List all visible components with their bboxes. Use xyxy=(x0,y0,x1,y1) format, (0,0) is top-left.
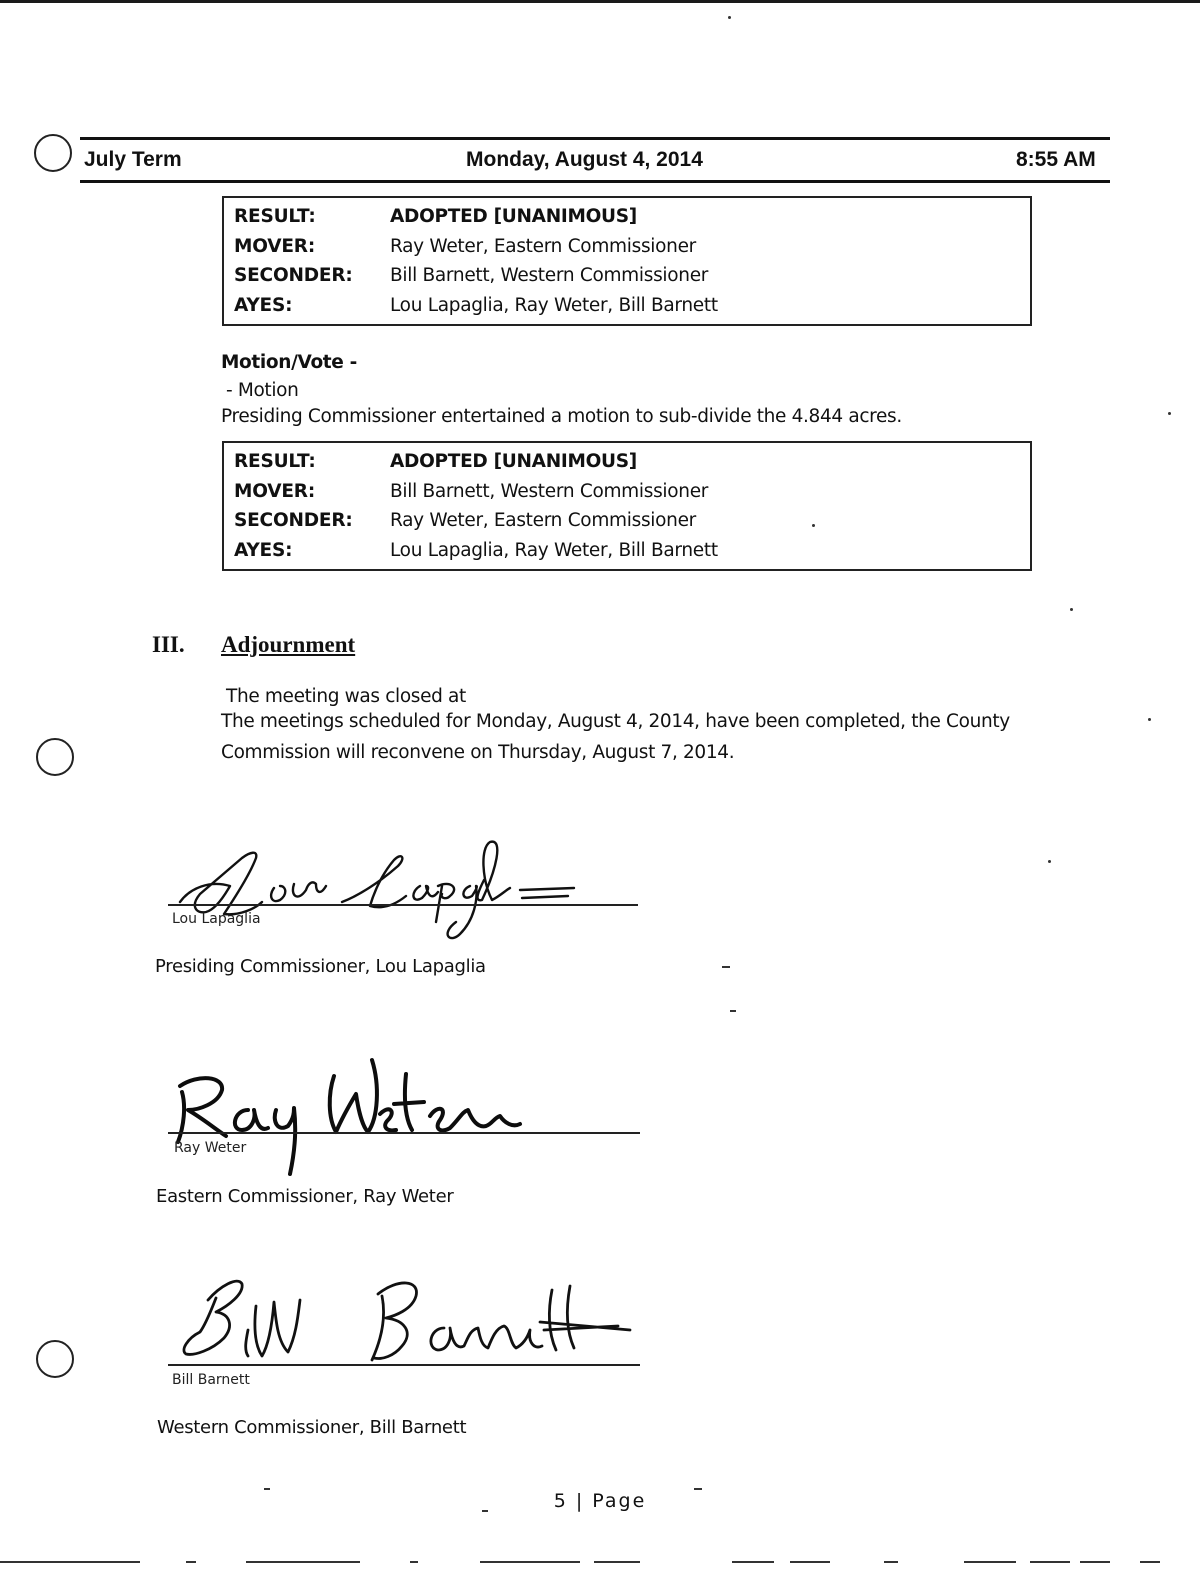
scan-speck xyxy=(1048,860,1051,863)
vote-table-1 xyxy=(222,196,1032,326)
signature-printed-name: Lou Lapaglia xyxy=(172,911,261,927)
vote-value: Lou Lapaglia, Ray Weter, Bill Barnett xyxy=(390,539,718,561)
motion-text: Presiding Commissioner entertained a motion to sub-divide the 4.844 acres. xyxy=(221,406,902,427)
signature-lou-lapaglia-icon xyxy=(170,830,600,950)
signature-printed-name: Ray Weter xyxy=(174,1140,247,1156)
hole-punch-icon xyxy=(36,1340,74,1378)
page-label: 5 | Page xyxy=(553,1490,647,1512)
signature-ray-weter-icon xyxy=(168,1046,568,1186)
vote-key: RESULT: xyxy=(234,206,316,228)
page-number xyxy=(0,1490,1200,1512)
signature-title: Western Commissioner, Bill Barnett xyxy=(157,1417,467,1438)
vote-row-result xyxy=(234,447,1030,477)
vote-table-2 xyxy=(222,441,1032,571)
vote-value: Ray Weter, Eastern Commissioner xyxy=(390,235,696,257)
adjournment-line-3: Commission will reconvene on Thursday, August 7, 2014. xyxy=(221,742,735,763)
scan-speck xyxy=(1168,412,1171,415)
scan-speck xyxy=(694,1488,702,1490)
vote-key: SECONDER: xyxy=(234,265,353,287)
vote-row-ayes xyxy=(234,291,1030,321)
adjournment-line-1: The meeting was closed at xyxy=(226,686,466,707)
section-title: Adjournment xyxy=(221,632,356,657)
vote-value: Ray Weter, Eastern Commissioner xyxy=(390,510,696,532)
section-number: III. xyxy=(152,632,185,657)
header-rule-bottom xyxy=(80,180,1110,183)
vote-row-seconder xyxy=(234,506,1030,536)
top-border-rule xyxy=(0,0,1200,3)
adjournment-line-2: The meetings scheduled for Monday, August 4, 2014, have been completed, the County xyxy=(221,711,1010,732)
signature-line xyxy=(168,1132,640,1134)
header-time: 8:55 AM xyxy=(1016,148,1096,171)
signature-title: Presiding Commissioner, Lou Lapaglia xyxy=(155,956,486,977)
signature-line xyxy=(168,1364,640,1366)
bottom-scan-line xyxy=(0,1554,1200,1566)
hole-punch-icon xyxy=(36,738,74,776)
vote-row-mover xyxy=(234,232,1030,262)
vote-key: SECONDER: xyxy=(234,510,353,532)
vote-value: ADOPTED [UNANIMOUS] xyxy=(390,206,637,228)
signature-line xyxy=(168,904,638,906)
vote-key: MOVER: xyxy=(234,480,316,502)
vote-value: Bill Barnett, Western Commissioner xyxy=(390,265,709,287)
hole-punch-icon xyxy=(34,134,72,172)
scan-speck xyxy=(264,1488,270,1490)
motion-heading: Motion/Vote - xyxy=(221,352,357,373)
vote-key: AYES: xyxy=(234,539,293,561)
scan-speck xyxy=(728,16,731,19)
motion-item: - Motion xyxy=(226,380,299,401)
header-date: Monday, August 4, 2014 xyxy=(466,148,703,171)
scan-speck xyxy=(482,1510,488,1512)
vote-row-result xyxy=(234,202,1030,232)
signature-printed-name: Bill Barnett xyxy=(172,1372,250,1388)
header-term: July Term xyxy=(84,148,182,171)
vote-row-seconder xyxy=(234,261,1030,291)
scan-speck xyxy=(1070,608,1073,611)
header-rule-top xyxy=(80,137,1110,140)
vote-row-mover xyxy=(234,477,1030,507)
vote-key: RESULT: xyxy=(234,451,316,473)
scan-speck xyxy=(1148,718,1151,721)
vote-value: Bill Barnett, Western Commissioner xyxy=(390,480,709,502)
vote-key: MOVER: xyxy=(234,235,316,257)
vote-row-ayes xyxy=(234,536,1030,566)
signature-title: Eastern Commissioner, Ray Weter xyxy=(156,1186,454,1207)
scan-speck xyxy=(722,966,730,968)
vote-key: AYES: xyxy=(234,294,293,316)
scan-speck xyxy=(730,1010,736,1012)
vote-value: Lou Lapaglia, Ray Weter, Bill Barnett xyxy=(390,294,718,316)
vote-value: ADOPTED [UNANIMOUS] xyxy=(390,451,637,473)
